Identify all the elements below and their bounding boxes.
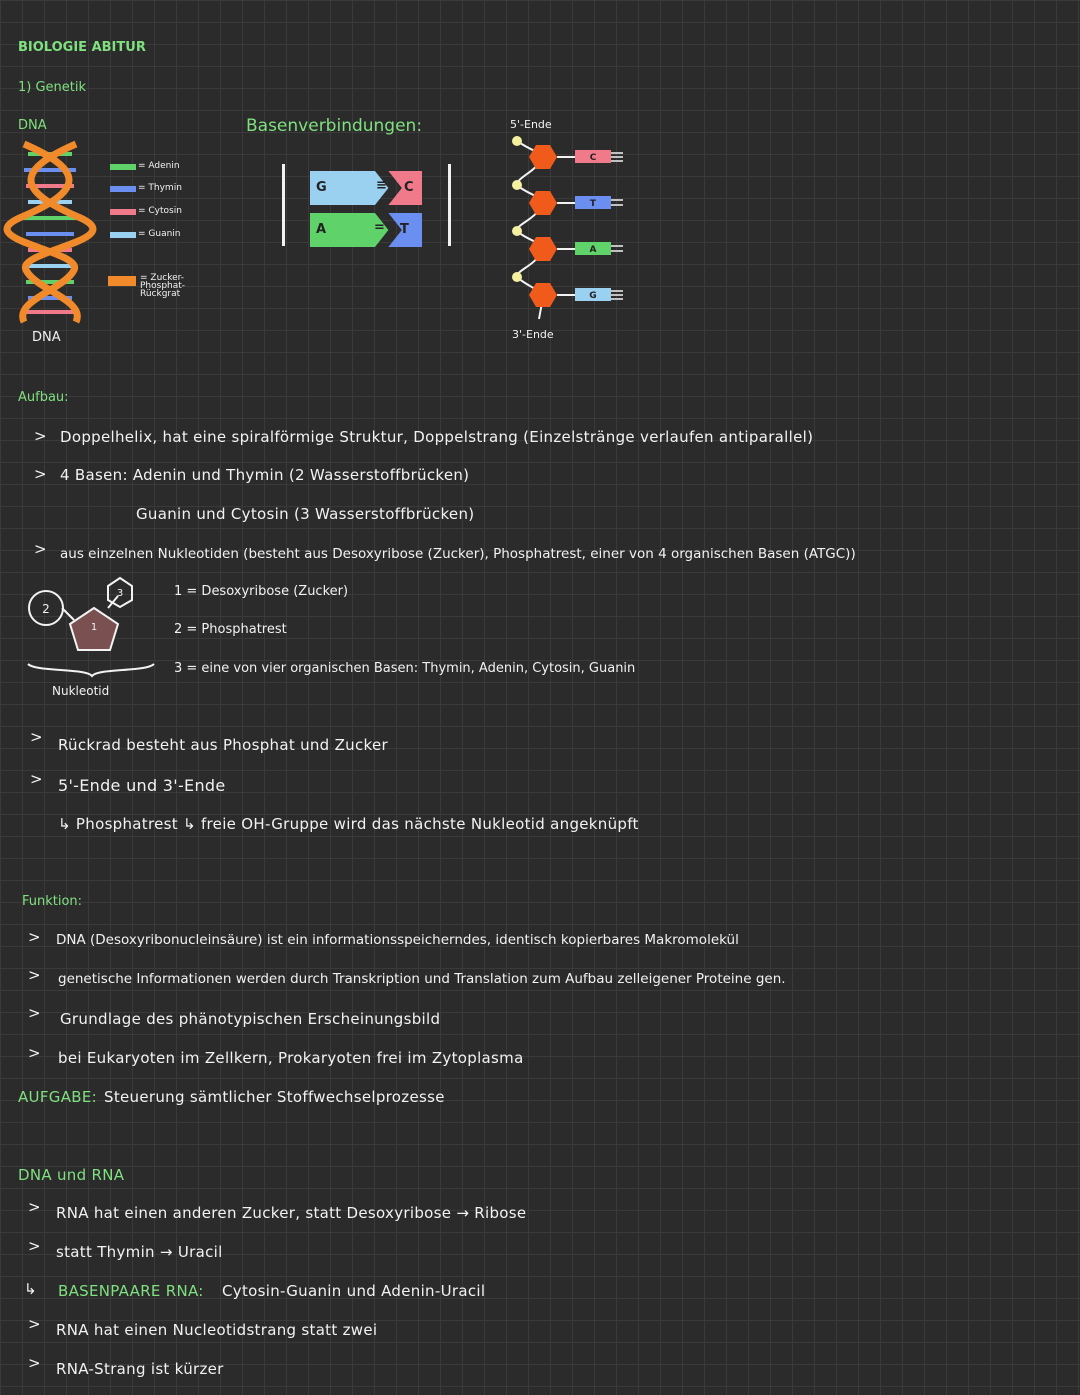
dna-rna-line-4: RNA hat einen Nucleotidstrang statt zwei: [56, 1321, 378, 1339]
nukleotid-legend-1: 1 = Desoxyribose (Zucker): [174, 584, 349, 599]
aufbau-line-2: 4 Basen: Adenin und Thymin (2 Wasserstoffbrücken): [60, 466, 470, 484]
strand-5-end-label: 5'-Ende: [510, 118, 552, 131]
aufbau-line-3: Guanin und Cytosin (3 Wasserstoffbrücken): [136, 505, 475, 523]
funktion-line-4: bei Eukaryoten im Zellkern, Prokaryoten frei im Zytoplasma: [58, 1049, 524, 1067]
legend-backbone-line-2: Phosphat-: [140, 281, 186, 291]
bullet-arrow: >: [34, 465, 47, 483]
bullet-arrow: >: [28, 1315, 41, 1333]
bullet-arrow: >: [30, 728, 43, 746]
nukleotid-number-3: 3: [116, 588, 124, 599]
aufbau-line-1: Doppelhelix, hat eine spiralförmige Struktur, Doppelstrang (Einzelstränge verlaufen antiparallel): [60, 428, 814, 446]
nukleotid-legend-2: 2 = Phosphatrest: [174, 622, 287, 637]
nukleotid-legend-3: 3 = eine von vier organischen Basen: Thymin, Adenin, Cytosin, Guanin: [174, 661, 636, 676]
legend-swatch-adenin: [110, 164, 136, 170]
hook-arrow-icon: ↳: [24, 1280, 37, 1298]
bullet-arrow: >: [28, 966, 41, 984]
legend-backbone-line-1: = Zucker-: [140, 273, 185, 283]
basen-heading: Basenverbindungen:: [246, 116, 423, 136]
diagram-border-left: [282, 164, 285, 246]
nukleotid-number-2: 2: [42, 602, 50, 616]
dna-heading: DNA: [18, 118, 47, 133]
sugar-hex-4: [529, 283, 557, 307]
dna-rna-line-2: statt Thymin → Uracil: [56, 1243, 223, 1261]
legend-label-adenin: = Adenin: [138, 161, 180, 171]
funktion-heading: Funktion:: [22, 894, 83, 909]
legend-swatch-thymin: [110, 186, 136, 192]
strand-base-4: G: [589, 291, 597, 301]
strand-diagram: [505, 133, 635, 323]
bullet-arrow: >: [28, 1198, 41, 1216]
phosphate-dot-4: [512, 272, 522, 282]
legend-swatch-cytosin: [110, 209, 136, 215]
strand-base-2: T: [589, 199, 597, 209]
dna-caption: DNA: [32, 330, 61, 345]
basenpaare-text: Cytosin-Guanin und Adenin-Uracil: [222, 1282, 486, 1300]
bullet-arrow: >: [28, 1354, 41, 1372]
sugar-hex-1: [529, 145, 557, 169]
chapter-title: 1) Genetik: [18, 80, 87, 95]
nukleotid-label: Nukleotid: [52, 684, 110, 698]
aufbau-line-7: ↳ Phosphatrest ↳ freie OH-Gruppe wird das nächste Nukleotid angeknüpft: [58, 815, 639, 833]
aufgabe-text: Steuerung sämtlicher Stoffwechselprozesse: [104, 1088, 445, 1106]
strand-base-1: C: [589, 153, 597, 163]
pair2-left-label: A: [316, 222, 327, 237]
bullet-arrow: >: [28, 1004, 41, 1022]
page-title: BIOLOGIE ABITUR: [18, 40, 146, 55]
pair1-left-label: G: [316, 180, 327, 195]
bullet-arrow: >: [28, 928, 41, 946]
nukleotid-brace: [28, 664, 154, 676]
bullet-arrow: >: [34, 427, 47, 445]
strand-3-end-label: 3'-Ende: [512, 328, 554, 341]
nukleotid-number-1: 1: [90, 622, 98, 633]
pair1-right-label: C: [404, 180, 414, 195]
bullet-arrow: >: [30, 770, 43, 788]
aufbau-heading: Aufbau:: [18, 390, 69, 405]
bullet-arrow: >: [28, 1044, 41, 1062]
dna-rna-line-5: RNA-Strang ist kürzer: [56, 1360, 224, 1378]
funktion-line-3: Grundlage des phänotypischen Erscheinungsbild: [60, 1010, 441, 1028]
aufbau-line-6: 5'-Ende und 3'-Ende: [58, 776, 226, 795]
bullet-arrow: >: [28, 1237, 41, 1255]
legend-label-backbone: [140, 274, 185, 298]
funktion-line-1: DNA (Desoxyribonucleinsäure) ist ein informationsspeicherndes, identisch kopierbares Makromolekül: [56, 932, 739, 948]
diagram-border-right: [448, 164, 451, 246]
legend-swatch-backbone: [108, 276, 136, 286]
dna-rna-heading: DNA und RNA: [18, 1166, 125, 1184]
nukleotid-sketch: [26, 572, 156, 676]
phosphate-dot-3: [512, 226, 522, 236]
pair1-bonds: ≡: [376, 178, 387, 193]
aufbau-line-5: Rückrad besteht aus Phosphat und Zucker: [58, 736, 388, 754]
strand-base-3: A: [589, 245, 597, 255]
legend-swatch-guanin: [110, 232, 136, 238]
bullet-arrow: >: [34, 540, 47, 558]
legend-label-cytosin: = Cytosin: [138, 206, 182, 216]
dna-helix-illustration: [14, 140, 86, 325]
legend-label-thymin: = Thymin: [138, 183, 182, 193]
basenpaare-label: BASENPAARE RNA:: [58, 1282, 204, 1300]
legend-label-guanin: = Guanin: [138, 229, 181, 239]
aufgabe-label: AUFGABE:: [18, 1088, 97, 1106]
dna-rna-line-1: RNA hat einen anderen Zucker, statt Desoxyribose → Ribose: [56, 1204, 527, 1222]
phosphate-dot-1: [512, 136, 522, 146]
funktion-line-2: genetische Informationen werden durch Transkription und Translation zum Aufbau zelleigener Proteine gen.: [58, 971, 786, 987]
pair2-bonds: =: [374, 220, 385, 235]
phosphate-dot-2: [512, 180, 522, 190]
aufbau-line-4: aus einzelnen Nukleotiden (besteht aus Desoxyribose (Zucker), Phosphatrest, einer von 4 organischen Basen (ATGC)): [60, 546, 856, 562]
pair2-right-label: T: [400, 222, 409, 237]
legend-backbone-line-3: Rückgrat: [140, 289, 181, 299]
